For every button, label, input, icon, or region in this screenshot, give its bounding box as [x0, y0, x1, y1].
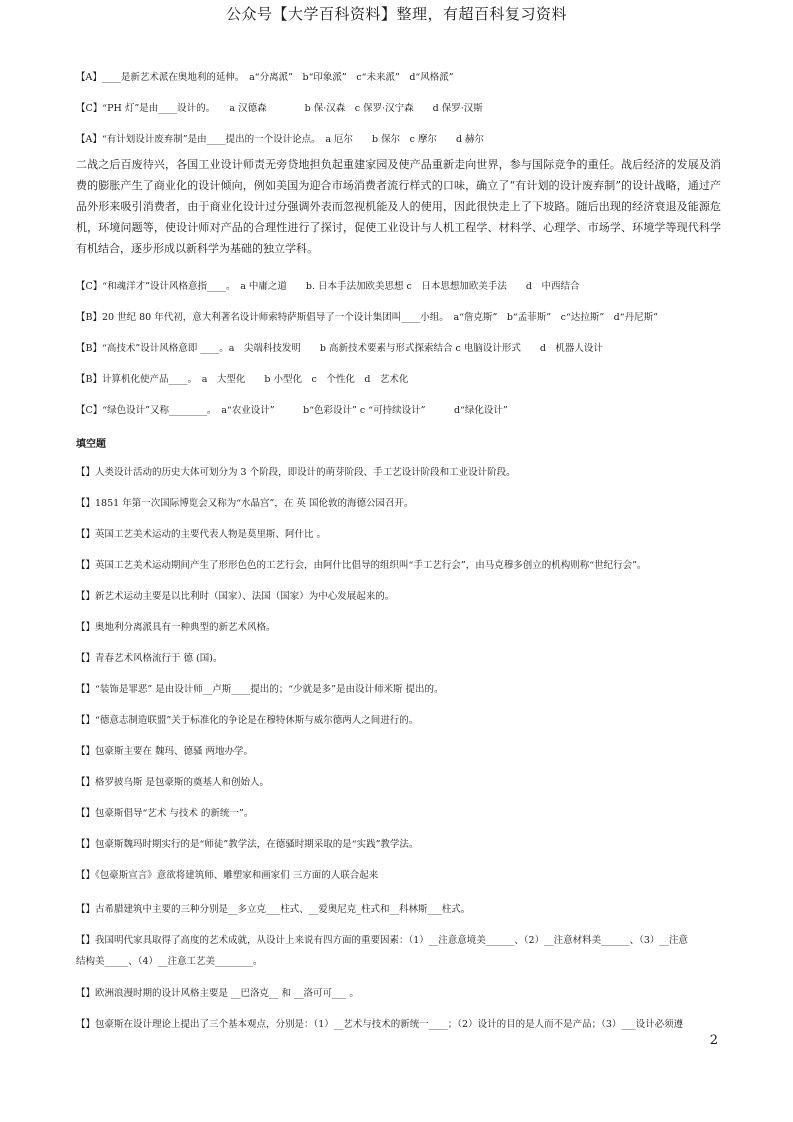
fill-question: 【】奥地利分离派具有一种典型的新艺术风格。 [76, 622, 276, 633]
fill-question-continued: 结构美_____、（4）__注意工艺美________。 [76, 956, 263, 967]
fill-question: 【】古希腊建筑中主要的三种分别是__多立克___柱式、__爱奥尼克_柱式和__科林斯___柱式。 [76, 904, 471, 915]
fill-question: 【】新艺术运动主要是以比利时（国家）、法国（国家）为中心发展起来的。 [76, 591, 395, 602]
choice-question: 【C】“和魂洋才”设计风格意指____。 a 中庸之道 b. 日本手法加欧美思想 c 日本思想加欧美手法 d 中西结合 [76, 281, 580, 292]
choice-question: 【A】“有计划设计废弃制”是由____提出的一个设计论点。 a 厄尔 b 保尔 c 摩尔 d 赫尔 [76, 134, 485, 145]
body-paragraph: 二战之后百废待兴，各国工业设计师责无旁贷地担负起重建家园及使产品重新走向世界，参与国际竞争的重任。战后经济的发展及消费的膨胀产生了商业化的设计倾向，例如美国为迎合市场消费者流行样式的口味，确立了“有计划的设计废弃制”的设计战略，通过产品外形来吸引消费者，由于商业化设计过分强调外表而忽视机能及人的使用，因此很快走上了下坡路。随后出现的经济衰退及能源危机，环境问题等，使设计师对产品的合理性进行了探讨，促使工业设计与人机工程学、材料学、心理学、市场学、环境学等现代科学有机结合，逐步形成以新科学为基础的独立学科。 [76, 158, 721, 255]
fill-question: 【】欧洲浪漫时期的设计风格主要是 __巴洛克__ 和 __洛可可___ 。 [76, 988, 359, 999]
fill-question: 【】英国工艺美术运动期间产生了形形色色的工艺行会，由阿什比倡导的组织叫“手工艺行会”，由马克穆多创立的机构则称“世纪行会”。 [76, 560, 647, 571]
page-header: 公众号【大学百科资料】整理，有超百科复习资料 [225, 5, 567, 23]
choice-question: 【B】计算机化使产品____。 a 大型化 b 小型化 c 个性化 d 艺术化 [76, 374, 409, 385]
choice-question: 【C】“PH 灯”是由____设计的。 a 汉德森 b 保·汉森 c 保罗·汉宁森 d 保罗·汉斯 [76, 103, 483, 114]
fill-question: 【】“德意志制造联盟”关于标准化的争论是在穆特休斯与威尔德两人之间进行的。 [76, 715, 419, 726]
fill-question: 【】包豪斯魏玛时期实行的是“师徒”教学法，在德骚时期采取的是“实践”教学法。 [76, 839, 419, 850]
fill-question: 【】青春艺术风格流行于 德 (国)。 [76, 653, 223, 664]
fill-question: 【】包豪斯在设计理论上提出了三个基本观点，分别是：（1）__艺术与技术的新统一____；（2）设计的目的是人而不是产品；（3）___设计必须遵 [76, 1019, 684, 1030]
choice-question: 【B】“高技术”设计风格意即 ____。a 尖端科技发明 b 高新技术要素与形式探索结合 c 电脑设计形式 d 机器人设计 [76, 343, 603, 354]
fill-question: 【】格罗披乌斯 是包豪斯的奠基人和创始人。 [76, 777, 270, 788]
fill-question: 【】《包豪斯宣言》意欲将建筑师、雕塑家和画家们 三方面的人联合起来 [76, 870, 379, 881]
section-title: 填空题 [76, 439, 106, 450]
choice-question: 【B】20 世纪 80 年代初，意大利著名设计师索特萨斯倡导了一个设计集团叫____小组。 a“詹克斯” b“孟菲斯” c“达拉斯” d“丹尼斯” [76, 312, 658, 323]
choice-question: 【A】____是新艺术派在奥地利的延伸。 a“分离派” b“印象派” c“未来派” d“风格派” [76, 72, 454, 83]
fill-question: 【】“装饰是罪恶” 是由设计师__卢斯____提出的；“少就是多”是由设计师米斯 提出的。 [76, 684, 444, 695]
page-number: 2 [709, 1033, 718, 1048]
choice-question: 【C】“绿色设计”又称________。 a“农业设计” b“色彩设计” c “可持续设计” d“绿化设计” [76, 405, 508, 416]
fill-question: 【】1851 年第一次国际博览会又称为“水晶宫”，在 英 国伦敦的海德公园召开。 [76, 498, 414, 509]
fill-question: 【】英国工艺美术运动的主要代表人物是莫里斯、阿什比 。 [76, 529, 327, 540]
fill-question: 【】包豪斯主要在 魏玛、德骚 两地办学。 [76, 746, 254, 757]
fill-question: 【】我国明代家具取得了高度的艺术成就，从设计上来说有四方面的重要因素：（1）__注意意境美______、（2）__注意材料美______、（3）__注意 [76, 935, 688, 946]
fill-question: 【】人类设计活动的历史大体可划分为 3 个阶段，即设计的萌芽阶段、手工艺设计阶段和工业设计阶段。 [76, 467, 516, 478]
fill-question: 【】包豪斯倡导“艺术 与技术 的新统一”。 [76, 808, 254, 819]
